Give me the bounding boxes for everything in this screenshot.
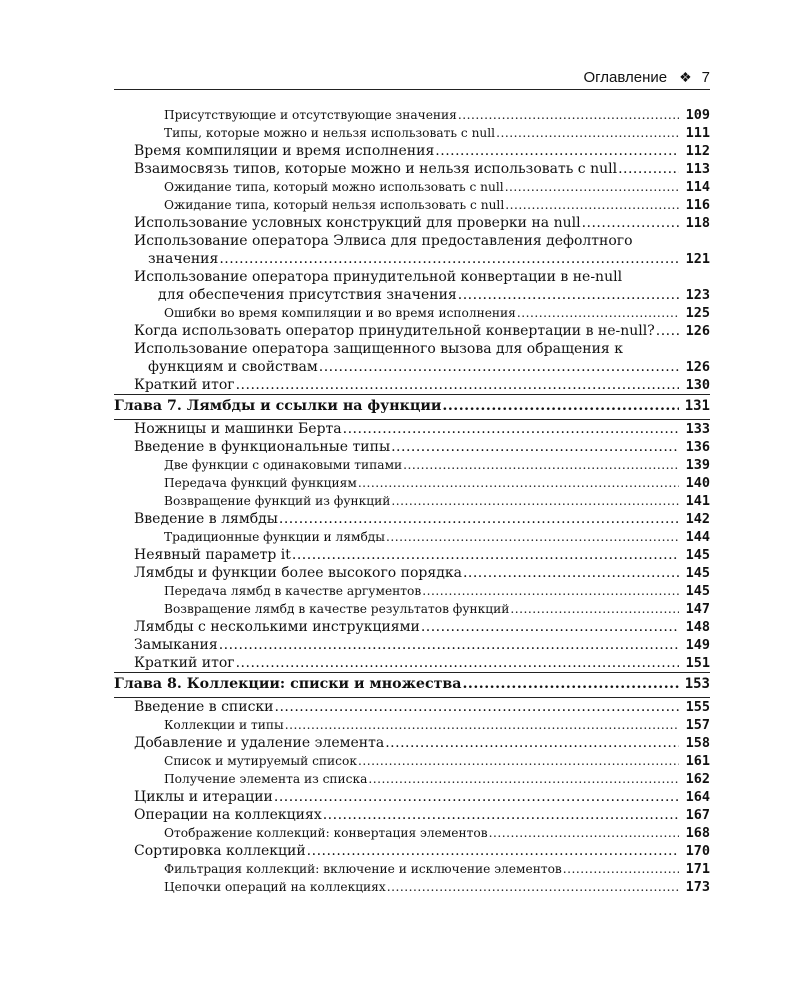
toc-entry-page: 170 — [685, 843, 710, 859]
toc-entry-title: Коллекции и типы — [164, 718, 284, 732]
toc-entry-title: Операции на коллекциях — [134, 807, 322, 823]
toc-entry-title: Получение элемента из списка — [164, 772, 368, 786]
dot-leader — [323, 806, 679, 824]
toc-entry[interactable] — [114, 824, 710, 842]
dot-leader — [275, 698, 679, 716]
toc-entry[interactable] — [114, 124, 710, 142]
toc-entry-page: 130 — [685, 377, 710, 393]
toc-entry[interactable] — [114, 582, 710, 600]
toc-entry[interactable] — [114, 788, 710, 806]
dot-leader — [463, 564, 679, 582]
toc-entry[interactable] — [114, 232, 710, 268]
toc-entry-page: 116 — [685, 197, 710, 213]
toc-entry-page: 142 — [685, 511, 710, 527]
toc-entry-title: Лямбды и функции более высокого порядка — [134, 565, 462, 581]
toc-entry[interactable] — [114, 268, 710, 304]
toc-entry-page: 139 — [685, 457, 710, 473]
toc-entry[interactable] — [114, 618, 710, 636]
toc-entry-title: Фильтрация коллекций: включение и исключение элементов — [164, 862, 562, 876]
chapter-rule — [114, 672, 710, 673]
toc-entry-page: 145 — [685, 547, 710, 563]
toc-entry-page: 109 — [685, 107, 710, 123]
toc-entry-page: 126 — [685, 359, 710, 375]
header-rule — [114, 89, 710, 90]
toc-entry[interactable] — [114, 698, 710, 716]
dot-leader — [385, 734, 679, 752]
toc-entry-page: 151 — [685, 655, 710, 671]
toc-entry-title: Замыкания — [134, 637, 218, 653]
dot-leader — [279, 510, 679, 528]
toc-entry-title: Передача лямбд в качестве аргументов — [164, 584, 422, 598]
dot-leader — [489, 824, 679, 842]
toc-entry[interactable] — [114, 492, 710, 510]
dot-leader — [462, 675, 679, 694]
dot-leader — [582, 214, 679, 232]
toc-entry[interactable] — [114, 178, 710, 196]
dot-leader — [386, 528, 679, 546]
toc-entry-page: 145 — [685, 565, 710, 581]
toc-entry-page: 155 — [685, 699, 710, 715]
toc-entry-title: для обеспечения присутствия значения — [158, 287, 457, 303]
toc-entry-title: Отображение коллекций: конвертация элементов — [164, 826, 488, 840]
toc-entry-page: 111 — [685, 125, 710, 141]
dot-leader — [219, 636, 679, 654]
toc-entry-title-line1: Использование оператора Элвиса для предоставления дефолтного — [134, 233, 633, 249]
toc-entry-page: 133 — [685, 421, 710, 437]
toc-entry-page: 114 — [685, 179, 710, 195]
toc-entry-title: Использование условных конструкций для проверки на null — [134, 215, 581, 231]
toc-entry[interactable] — [114, 322, 710, 340]
dot-leader — [656, 322, 679, 340]
toc-entry-title: Ожидание типа, который можно использовать с null — [164, 180, 504, 194]
toc-entry-title: Список и мутируемый список — [164, 754, 357, 768]
toc-entry-title: Краткий итог — [134, 655, 235, 671]
ornament-icon: ❖ — [679, 69, 692, 85]
toc-entry[interactable] — [114, 770, 710, 788]
dot-leader — [236, 376, 679, 394]
chapter-rule — [114, 394, 710, 395]
dot-leader — [563, 860, 679, 878]
toc-entry[interactable] — [114, 878, 710, 896]
toc-entry-title: функциям и свойствам — [148, 359, 318, 375]
dot-leader — [236, 654, 679, 672]
dot-leader — [358, 752, 679, 770]
toc-entry-page: 131 — [684, 398, 710, 414]
dot-leader — [391, 438, 679, 456]
toc-entry-title: Добавление и удаление элемента — [134, 735, 385, 751]
toc-entry-title: Ожидание типа, который нельзя использовать с null — [164, 198, 505, 212]
dot-leader — [387, 878, 679, 896]
dot-leader — [343, 420, 679, 438]
toc-entry-page: 171 — [685, 861, 710, 877]
toc-entry[interactable] — [114, 528, 710, 546]
header-title: Оглавление — [583, 69, 668, 86]
toc-entry-page: 136 — [685, 439, 710, 455]
toc-entry[interactable] — [114, 860, 710, 878]
toc-entry[interactable] — [114, 474, 710, 492]
toc-entry-page: 145 — [685, 583, 710, 599]
toc-entry-page: 118 — [685, 215, 710, 231]
toc-entry-page: 144 — [685, 529, 710, 545]
dot-leader — [458, 106, 679, 124]
toc-entry-title: Глава 7. Лямбды и ссылки на функции — [114, 398, 442, 414]
toc-entry-page: 121 — [685, 251, 710, 267]
toc-entry-page: 148 — [685, 619, 710, 635]
toc-entry[interactable] — [114, 160, 710, 178]
toc-entry-page: 112 — [685, 143, 710, 159]
table-of-contents — [114, 106, 710, 896]
toc-entry-page: 164 — [685, 789, 710, 805]
toc-entry-title: Сортировка коллекций — [134, 843, 306, 859]
dot-leader — [274, 788, 679, 806]
toc-chapter-entry[interactable] — [114, 397, 710, 416]
toc-entry-page: 158 — [685, 735, 710, 751]
toc-entry-page: 162 — [685, 771, 710, 787]
toc-entry-page: 147 — [685, 601, 710, 617]
toc-entry[interactable] — [114, 340, 710, 376]
dot-leader — [358, 474, 679, 492]
toc-entry[interactable] — [114, 510, 710, 528]
toc-entry-title: Глава 8. Коллекции: списки и множества — [114, 676, 462, 692]
toc-entry[interactable] — [114, 842, 710, 860]
toc-entry-title: Две функции с одинаковыми типами — [164, 458, 403, 472]
toc-entry[interactable] — [114, 142, 710, 160]
dot-leader — [517, 304, 679, 322]
toc-entry-title: значения — [148, 251, 219, 267]
toc-entry-title-line1: Использование оператора защищенного вызова для обращения к — [134, 341, 623, 357]
toc-entry-title: Возвращение лямбд в качестве результатов функций — [164, 602, 510, 616]
toc-entry[interactable] — [114, 106, 710, 124]
toc-entry-title: Циклы и итерации — [134, 789, 273, 805]
dot-leader — [319, 358, 679, 376]
dot-leader — [403, 456, 679, 474]
dot-leader — [442, 397, 679, 416]
toc-entry[interactable] — [114, 456, 710, 474]
toc-entry-title: Введение в лямбды — [134, 511, 278, 527]
toc-entry-page: 123 — [685, 287, 710, 303]
toc-entry-page: 113 — [685, 161, 710, 177]
toc-entry-page: 149 — [685, 637, 710, 653]
toc-entry[interactable] — [114, 806, 710, 824]
toc-entry-title: Возвращение функций из функций — [164, 494, 391, 508]
toc-entry-page: 153 — [684, 676, 710, 692]
toc-entry-title-line1: Использование оператора принудительной конвертации в не-null — [134, 269, 623, 285]
toc-entry[interactable] — [114, 636, 710, 654]
toc-entry-title: Ошибки во время компиляции и во время исполнения — [164, 306, 516, 320]
toc-entry-page: 168 — [685, 825, 710, 841]
toc-entry-page: 157 — [685, 717, 710, 733]
dot-leader — [285, 716, 679, 734]
dot-leader — [435, 142, 679, 160]
dot-leader — [307, 842, 679, 860]
header-page-number: 7 — [701, 69, 710, 86]
dot-leader — [368, 770, 679, 788]
toc-entry[interactable] — [114, 196, 710, 214]
page-header — [114, 66, 710, 88]
toc-entry-title: Лямбды с несколькими инструкциями — [134, 619, 420, 635]
toc-entry[interactable] — [114, 716, 710, 734]
toc-entry-page: 140 — [685, 475, 710, 491]
toc-entry-page: 173 — [685, 879, 710, 895]
dot-leader — [505, 196, 679, 214]
dot-leader — [458, 286, 679, 304]
toc-entry-title: Неявный параметр it — [134, 547, 291, 563]
toc-entry-title: Введение в функциональные типы — [134, 439, 391, 455]
toc-entry[interactable] — [114, 600, 710, 618]
dot-leader — [421, 618, 679, 636]
dot-leader — [422, 582, 679, 600]
toc-entry-title: Передача функций функциям — [164, 476, 357, 490]
toc-entry[interactable] — [114, 546, 710, 564]
toc-entry[interactable] — [114, 214, 710, 232]
toc-entry-title: Традиционные функции и лямбды — [164, 530, 386, 544]
header-text — [583, 66, 710, 89]
toc-entry-title: Присутствующие и отсутствующие значения — [164, 108, 457, 122]
toc-entry[interactable] — [114, 654, 710, 672]
toc-entry-title: Краткий итог — [134, 377, 235, 393]
toc-entry-page: 126 — [685, 323, 710, 339]
toc-entry-title: Когда использовать оператор принудительной конвертации в не-null? — [134, 323, 655, 339]
dot-leader — [505, 178, 679, 196]
toc-entry[interactable] — [114, 420, 710, 438]
dot-leader — [618, 160, 679, 178]
toc-entry-title: Взаимосвязь типов, которые можно и нельзя использовать с null — [134, 161, 618, 177]
toc-entry[interactable] — [114, 734, 710, 752]
toc-entry[interactable] — [114, 564, 710, 582]
toc-entry-page: 167 — [685, 807, 710, 823]
toc-entry-page: 125 — [685, 305, 710, 321]
toc-entry-page: 141 — [685, 493, 710, 509]
toc-entry[interactable] — [114, 376, 710, 394]
dot-leader — [496, 124, 679, 142]
toc-entry-title: Типы, которые можно и нельзя использовать с null — [164, 126, 496, 140]
toc-entry-title: Введение в списки — [134, 699, 274, 715]
dot-leader — [292, 546, 679, 564]
toc-entry[interactable] — [114, 752, 710, 770]
dot-leader — [510, 600, 679, 618]
dot-leader — [219, 250, 679, 268]
toc-entry-title: Время компиляции и время исполнения — [134, 143, 435, 159]
toc-entry-title: Цепочки операций на коллекциях — [164, 880, 386, 894]
toc-chapter-entry[interactable] — [114, 675, 710, 694]
toc-entry[interactable] — [114, 438, 710, 456]
toc-entry-page: 161 — [685, 753, 710, 769]
toc-entry[interactable] — [114, 304, 710, 322]
dot-leader — [391, 492, 679, 510]
toc-entry-title: Ножницы и машинки Берта — [134, 421, 342, 437]
